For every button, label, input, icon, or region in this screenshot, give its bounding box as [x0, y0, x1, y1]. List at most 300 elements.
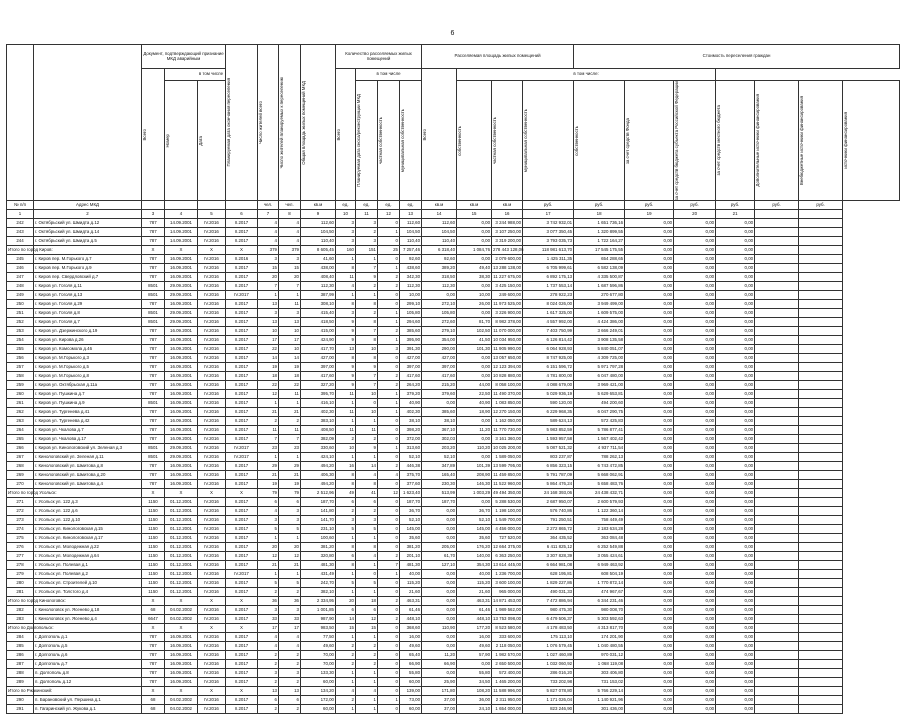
- table-cell: п. Долгополь д.12: [34, 678, 142, 687]
- table-cell: Х: [165, 489, 198, 498]
- table-cell: II.2017: [226, 408, 258, 417]
- table-cell: 6: [258, 498, 279, 507]
- table-cell: [755, 318, 799, 327]
- table-cell: 3: [279, 516, 301, 525]
- table-cell: 3 307 828,39: [523, 552, 574, 561]
- table-cell: 1 651 736,16: [574, 219, 625, 228]
- table-cell: II.2017: [226, 642, 258, 651]
- table-cell: 16,00: [400, 633, 422, 642]
- table-cell: 2: [356, 435, 378, 444]
- table-cell: [799, 264, 843, 273]
- table-cell: [755, 237, 799, 246]
- table-cell: 141,80: [301, 507, 336, 516]
- table-cell: [755, 363, 799, 372]
- table-cell: 5 791 787,09: [523, 471, 574, 480]
- table-cell: 654 288,65: [574, 255, 625, 264]
- table-cell: 0,00: [457, 660, 492, 669]
- table-cell: 0: [378, 678, 400, 687]
- table-cell: 0,00: [625, 552, 674, 561]
- table-cell: Х: [226, 489, 258, 498]
- table-cell: 18,90: [457, 408, 492, 417]
- table-cell: [799, 345, 843, 354]
- table-cell: 6: [336, 606, 356, 615]
- table-cell: 1: [356, 561, 378, 570]
- header-doc-date: Дата: [198, 81, 226, 201]
- table-cell: 379,60: [422, 390, 457, 399]
- table-cell: II.2017: [226, 426, 258, 435]
- table-cell: 16.09.2001: [165, 363, 198, 372]
- table-cell: 0,00: [625, 651, 674, 660]
- table-cell: 5: [336, 525, 356, 534]
- table-cell: 110,40: [422, 237, 457, 246]
- table-cell: 68: [142, 705, 165, 714]
- table-cell: 36: [279, 597, 301, 606]
- table-cell: 4 781 800,00: [523, 372, 574, 381]
- table-cell: 3 742 932,01: [523, 219, 574, 228]
- table-cell: 0,00: [625, 678, 674, 687]
- table-cell: 20: [258, 543, 279, 552]
- table-cell: 0,00: [674, 534, 716, 543]
- table-cell: 12: [279, 552, 301, 561]
- table-cell: 01.12.2001: [165, 534, 198, 543]
- table-cell: 0,00: [625, 264, 674, 273]
- table-cell: IV.2016: [198, 426, 226, 435]
- table-cell: IV.2016: [198, 444, 226, 453]
- table-cell: 265: [7, 435, 34, 444]
- table-cell: 16.09.2001: [165, 669, 198, 678]
- table-cell: 431,49: [301, 570, 336, 579]
- table-cell: 187,70: [400, 498, 422, 507]
- table-cell: 3: [336, 237, 356, 246]
- table-cell: 1 032 060,92: [523, 660, 574, 669]
- table-cell: 6 892 175,13: [523, 273, 574, 282]
- table-cell: 7: [356, 327, 378, 336]
- table-cell: 6 229 968,35: [523, 408, 574, 417]
- table-cell: [755, 624, 799, 633]
- table-cell: 231,10: [301, 525, 336, 534]
- table-cell: г. Долгополь д.6: [34, 651, 142, 660]
- table-cell: [755, 579, 799, 588]
- table-cell: II.2017: [226, 300, 258, 309]
- table-cell: 417,60: [301, 372, 336, 381]
- table-cell: IV.2016: [198, 705, 226, 714]
- table-cell: 18: [258, 372, 279, 381]
- table-cell: 787: [142, 255, 165, 264]
- table-cell: 1: [258, 291, 279, 300]
- table-cell: 1: [336, 633, 356, 642]
- table-cell: 0,00: [674, 507, 716, 516]
- table-cell: IV.2016: [198, 237, 226, 246]
- table-cell: 9: [336, 363, 356, 372]
- table-cell: 55,80: [400, 669, 422, 678]
- table-cell: 387,99: [301, 291, 336, 300]
- table-cell: 127,10: [422, 561, 457, 570]
- table-cell: 40,90: [457, 399, 492, 408]
- table-cell: 1: [356, 534, 378, 543]
- table-cell: г. Усольск ул. Кинологовская д.17: [34, 534, 142, 543]
- table-cell: [799, 696, 843, 705]
- table-cell: 0,00: [674, 390, 716, 399]
- table-cell: 278 443 128,06: [492, 246, 523, 255]
- table-cell: 4 557 992,00: [523, 318, 574, 327]
- table-cell: 49: [336, 489, 356, 498]
- table-cell: 0,00: [625, 489, 674, 498]
- table-cell: 104,50: [422, 228, 457, 237]
- table-cell: Х: [198, 597, 226, 606]
- table-cell: [799, 237, 843, 246]
- table-cell: 8: [356, 354, 378, 363]
- header-own-private: частная собственность: [378, 81, 400, 201]
- table-cell: 22,50: [457, 390, 492, 399]
- header-rooms-count: Количество расселяемых жилых помещений: [336, 45, 422, 69]
- table-cell: 1 425 311,35: [523, 255, 574, 264]
- table-cell: [799, 588, 843, 597]
- table-cell: г. Кинологовск ул. Ясенево д.18: [34, 606, 142, 615]
- table-cell: 0,00: [674, 570, 716, 579]
- table-cell: 7: [279, 435, 301, 444]
- table-cell: 7: [378, 561, 400, 570]
- table-cell: 29.09.2001: [165, 309, 198, 318]
- table-cell: г. Усольск ул. 122 д.10: [34, 516, 142, 525]
- table-cell: 105,80: [422, 309, 457, 318]
- table-cell: г. Киров ул. Гоголя д.13: [34, 291, 142, 300]
- table-cell: 2: [258, 417, 279, 426]
- table-cell: 787: [142, 345, 165, 354]
- header-people-count2: Число жителей планируемых к переселению: [279, 45, 301, 201]
- table-cell: 970 031,12: [574, 651, 625, 660]
- table-row: [7, 696, 900, 705]
- table-cell: 494,20: [301, 462, 336, 471]
- table-cell: 0,00: [422, 399, 457, 408]
- table-cell: 0,00: [716, 597, 755, 606]
- table-cell: 7: [279, 282, 301, 291]
- table-cell: 41: [356, 489, 378, 498]
- table-cell: 272,60: [422, 318, 457, 327]
- table-cell: г. Киров ул. Октябрьская д.11а: [34, 381, 142, 390]
- table-cell: 1 068 119,08: [574, 660, 625, 669]
- table-cell: 16.09.2001: [165, 273, 198, 282]
- table-cell: 6 949 463,92: [574, 561, 625, 570]
- table-cell: 52,10: [400, 453, 422, 462]
- table-cell: 276: [7, 543, 34, 552]
- table-cell: IV.2016: [198, 318, 226, 327]
- table-cell: 4: [378, 471, 400, 480]
- table-cell: 20: [336, 597, 356, 606]
- table-cell: 11: [336, 426, 356, 435]
- table-cell: 301 436,00: [574, 705, 625, 714]
- table-cell: 1 027 460,89: [523, 651, 574, 660]
- header-doc-basis: Планируемая дата сноса/реконструкции МКД: [356, 81, 378, 201]
- table-cell: 379,20: [400, 390, 422, 399]
- table-row: [7, 399, 900, 408]
- table-cell: 253: [7, 327, 34, 336]
- table-cell: 4: [258, 237, 279, 246]
- table-cell: 0,00: [625, 291, 674, 300]
- table-cell: 7 403 750,99: [523, 327, 574, 336]
- table-cell: IV.2016: [198, 642, 226, 651]
- table-cell: Х: [198, 624, 226, 633]
- table-cell: 0,00: [625, 219, 674, 228]
- table-cell: 13: [336, 345, 356, 354]
- table-cell: 18: [574, 210, 625, 219]
- table-cell: 0,00: [674, 687, 716, 696]
- table-cell: 262: [7, 408, 34, 417]
- table-cell: 2: [378, 462, 400, 471]
- table-cell: 17: [523, 210, 574, 219]
- table-cell: IV.2016: [198, 660, 226, 669]
- table-cell: II.2017: [226, 228, 258, 237]
- table-cell: г. Усольск ул. Полевая д.2: [34, 570, 142, 579]
- table-cell: 5: [336, 579, 356, 588]
- table-cell: 16.09.2001: [165, 435, 198, 444]
- table-cell: 402,30: [301, 408, 336, 417]
- table-cell: 0,00: [625, 309, 674, 318]
- table-cell: ед.: [378, 201, 400, 210]
- table-cell: [755, 543, 799, 552]
- table-cell: [755, 399, 799, 408]
- table-cell: 0,00: [625, 327, 674, 336]
- table-cell: 0,00: [674, 615, 716, 624]
- table-cell: 1150: [142, 525, 165, 534]
- header-aown-municipal: муниципальная собственность: [523, 81, 574, 201]
- header-rooms-total: Всего: [142, 69, 165, 201]
- table-cell: 165,40: [422, 471, 457, 480]
- table-cell: 9: [356, 363, 378, 372]
- table-cell: 0,00: [625, 453, 674, 462]
- table-cell: 787: [142, 363, 165, 372]
- header-own-municipal: муниципальная собственность: [400, 81, 422, 201]
- table-cell: 5 658 483,76: [574, 480, 625, 489]
- table-cell: 4 178 483,50: [523, 624, 574, 633]
- table-cell: 274: [7, 525, 34, 534]
- table-cell: 175 113,10: [523, 633, 574, 642]
- table-cell: 1 687 596,86: [574, 282, 625, 291]
- table-cell: 272: [7, 507, 34, 516]
- table-cell: 417,60: [422, 372, 457, 381]
- table-cell: 16.09.2001: [165, 372, 198, 381]
- table-cell: [799, 291, 843, 300]
- table-cell: [755, 246, 799, 255]
- table-cell: [755, 597, 799, 606]
- table-cell: 0,00: [625, 480, 674, 489]
- table-cell: 1: [378, 264, 400, 273]
- table-cell: 286 016,20: [523, 669, 574, 678]
- table-cell: 0,00: [457, 237, 492, 246]
- table-cell: 3: [142, 210, 165, 219]
- units-row: [7, 201, 900, 210]
- table-cell: 0,00: [625, 426, 674, 435]
- table-cell: [799, 624, 843, 633]
- table-cell: 6 856 323,15: [523, 462, 574, 471]
- table-cell: 1: [356, 633, 378, 642]
- table-cell: 0,00: [716, 579, 755, 588]
- table-cell: IV.2016: [198, 345, 226, 354]
- table-cell: 1: [336, 399, 356, 408]
- table-cell: 19: [258, 480, 279, 489]
- table-cell: 16.09.2001: [165, 354, 198, 363]
- table-cell: 408,40: [301, 273, 336, 282]
- table-cell: 463,31: [457, 597, 492, 606]
- table-cell: г. Киров ул. Чкалова д.7: [34, 426, 142, 435]
- table-cell: 52,10: [400, 516, 422, 525]
- table-cell: 0,00: [457, 228, 492, 237]
- table-cell: 2 118 050,00: [492, 642, 523, 651]
- table-cell: 980 475,30: [523, 606, 574, 615]
- table-cell: 36: [258, 597, 279, 606]
- table-cell: 272,10: [422, 300, 457, 309]
- table-cell: г. Усольск ул. Строителей д.10: [34, 579, 142, 588]
- table-cell: Х: [165, 246, 198, 255]
- table-cell: 4: [336, 282, 356, 291]
- table-cell: г. Киров ул. Комсомола д.46: [34, 345, 142, 354]
- table-cell: II.2017: [226, 219, 258, 228]
- table-cell: 0,00: [625, 246, 674, 255]
- table-cell: 279,10: [422, 327, 457, 336]
- header-aown-private: частная собственность: [492, 81, 523, 201]
- table-cell: 787: [142, 417, 165, 426]
- table-cell: II.2017: [226, 327, 258, 336]
- table-cell: 36,70: [400, 507, 422, 516]
- table-cell: 01.12.2001: [165, 552, 198, 561]
- header-area-total: Всего: [336, 69, 356, 201]
- table-cell: 9: [336, 336, 356, 345]
- table-cell: 11 459 850,00: [492, 471, 523, 480]
- table-cell: 347,89: [422, 462, 457, 471]
- table-cell: 294,60: [400, 318, 422, 327]
- table-cell: 5 629 653,81: [574, 390, 625, 399]
- table-cell: 787: [142, 228, 165, 237]
- table-cell: 0: [378, 480, 400, 489]
- table-cell: 0,00: [422, 534, 457, 543]
- table-cell: 40,00: [457, 570, 492, 579]
- table-cell: II.2017: [226, 282, 258, 291]
- table-row: [7, 300, 900, 309]
- table-cell: 6 743 472,85: [574, 462, 625, 471]
- table-cell: 13: [279, 318, 301, 327]
- table-cell: 787: [142, 642, 165, 651]
- table-cell: 391,30: [400, 345, 422, 354]
- table-cell: IV.2016: [198, 309, 226, 318]
- table-row: [7, 255, 900, 264]
- table-cell: 589 624,13: [523, 417, 574, 426]
- table-cell: 0: [378, 219, 400, 228]
- table-cell: 288: [7, 669, 34, 678]
- table-row: [7, 390, 900, 399]
- table-cell: 1: [258, 570, 279, 579]
- table-cell: 1: [356, 696, 378, 705]
- table-cell: 377,60: [400, 480, 422, 489]
- table-cell: 1 589 050,00: [492, 453, 523, 462]
- table-cell: г. Усольск ул. Полевая д.1: [34, 561, 142, 570]
- table-cell: 2: [258, 660, 279, 669]
- table-cell: 269: [7, 471, 34, 480]
- table-cell: 8 605,45: [301, 246, 336, 255]
- table-cell: 0,00: [625, 381, 674, 390]
- table-cell: 1 076 579,45: [523, 642, 574, 651]
- table-cell: 0,00: [674, 642, 716, 651]
- table-cell: II.2017: [226, 534, 258, 543]
- table-cell: II.2017: [226, 471, 258, 480]
- table-cell: 105,80: [400, 309, 422, 318]
- table-row: [7, 543, 900, 552]
- header-cost-other: Внебюджетные источники финансирования: [799, 81, 843, 201]
- table-cell: 4: [356, 687, 378, 696]
- table-cell: 302,03: [422, 435, 457, 444]
- table-cell: 29.09.2001: [165, 291, 198, 300]
- table-cell: 81,70: [457, 318, 492, 327]
- table-cell: 14: [422, 210, 457, 219]
- table-cell: 787: [142, 678, 165, 687]
- table-cell: 0,00: [674, 444, 716, 453]
- table-cell: г. Кинологовск ул. Ясенево д.4: [34, 615, 142, 624]
- table-cell: 2: [279, 678, 301, 687]
- table-cell: 1: [336, 417, 356, 426]
- table-cell: 0: [378, 354, 400, 363]
- table-cell: г. Киров пер. М.Горького д.9: [34, 264, 142, 273]
- table-cell: 0,00: [422, 669, 457, 678]
- table-cell: 368,60: [400, 624, 422, 633]
- table-cell: 278: [7, 561, 34, 570]
- table-cell: 0,00: [674, 606, 716, 615]
- table-cell: 0,00: [674, 462, 716, 471]
- table-cell: 1: [378, 399, 400, 408]
- table-cell: 427,00: [400, 354, 422, 363]
- table-cell: 3: [336, 516, 356, 525]
- table-cell: 1 236 700,00: [492, 570, 523, 579]
- table-cell: 965 000,00: [492, 588, 523, 597]
- table-cell: 176,20: [457, 543, 492, 552]
- table-cell: 1: [378, 228, 400, 237]
- table-cell: 1: [378, 570, 400, 579]
- table-cell: 1: [336, 678, 356, 687]
- table-cell: 0,00: [716, 282, 755, 291]
- table-cell: 01.12.2001: [165, 516, 198, 525]
- table-cell: Х: [165, 687, 198, 696]
- table-cell: [755, 615, 799, 624]
- table-cell: 16: [492, 210, 523, 219]
- table-cell: Х: [226, 687, 258, 696]
- table-cell: г. Кинологовский ул. Шмитова д.8: [34, 462, 142, 471]
- table-cell: 38,30: [457, 273, 492, 282]
- table-cell: 33: [258, 615, 279, 624]
- table-cell: 8: [336, 561, 356, 570]
- table-cell: 8501: [142, 291, 165, 300]
- table-cell: 4: [279, 237, 301, 246]
- table-cell: 11: [279, 390, 301, 399]
- table-cell: 7: [356, 372, 378, 381]
- table-cell: 823 246,90: [523, 705, 574, 714]
- table-cell: 408,50: [301, 426, 336, 435]
- table-cell: 79: [258, 489, 279, 498]
- table-cell: 0,00: [716, 336, 755, 345]
- table-cell: 15: [336, 624, 356, 633]
- table-cell: г. Киров ул. Пушкина д.7: [34, 390, 142, 399]
- table-cell: Х: [226, 246, 258, 255]
- table-row: [7, 273, 900, 282]
- table-cell: 242: [7, 219, 34, 228]
- table-cell: чел.: [258, 201, 279, 210]
- table-cell: 11 490 370,00: [492, 390, 523, 399]
- housing-resettlement-table: [6, 44, 900, 714]
- table-cell: 2: [356, 660, 378, 669]
- table-cell: 2: [279, 651, 301, 660]
- table-cell: 1 122 360,14: [574, 507, 625, 516]
- table-cell: [799, 633, 843, 642]
- table-cell: 16.09.2001: [165, 471, 198, 480]
- table-cell: [755, 552, 799, 561]
- table-cell: 0,00: [716, 219, 755, 228]
- table-cell: 0,00: [674, 282, 716, 291]
